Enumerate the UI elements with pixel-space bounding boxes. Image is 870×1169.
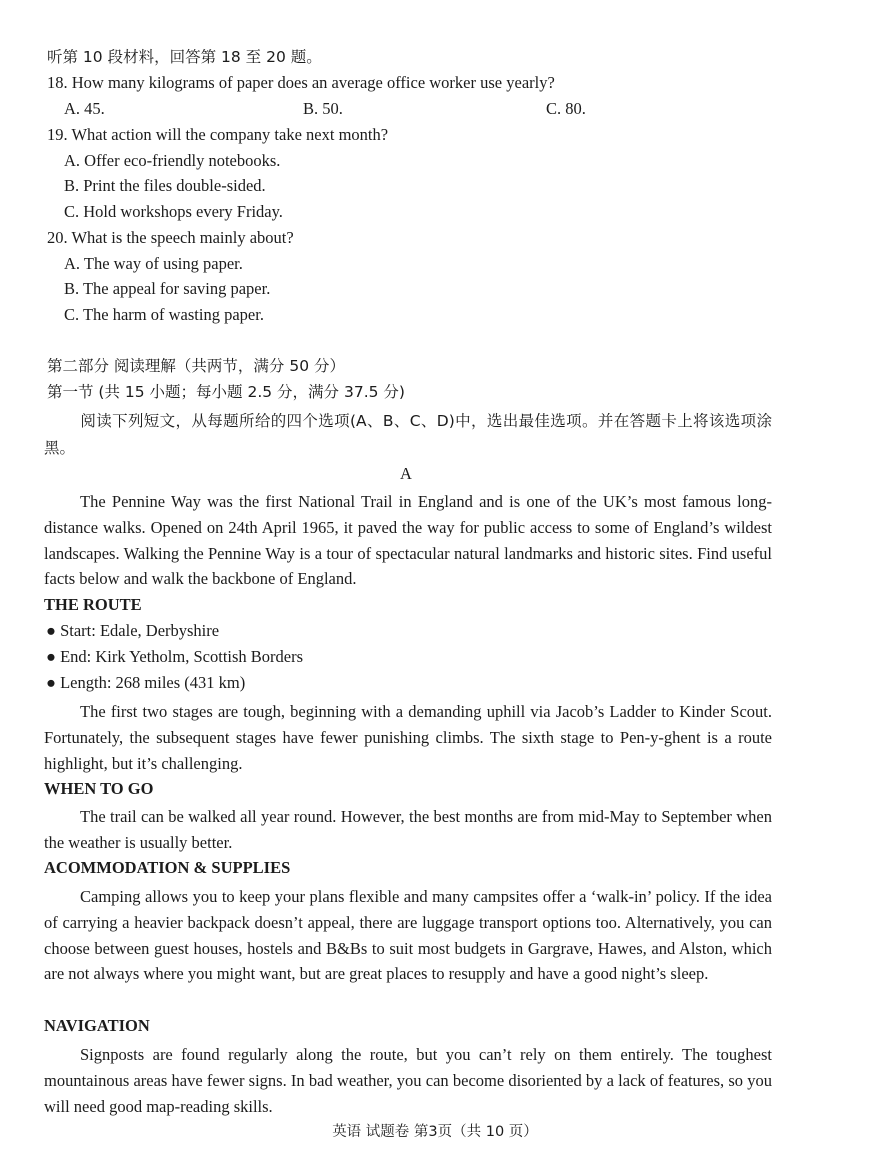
route-paragraph: The first two stages are tough, beginning with a demanding uphill via Jacob’s Ladder to Kinder Scout. Fortunately, the subsequent stages have fewer punishing climbs. The sixth stage to Pen-y-ghent is a route highlight, but it’s challenging. [44,702,772,773]
route-bullet-start: ● Start: Edale, Derbyshire [46,621,220,640]
listening-section-intro: 听第 10 段材料，回答第 18 至 20 题。 [47,48,322,66]
accommodation-paragraph: Camping allows you to keep your plans flexible and many campsites offer a ‘walk-in’ policy. If the idea of carrying a heavier backpack doesn’t appeal, there are luggage transport options too. Alternatively, you can choose between guest houses, hostels and B&Bs to suit most budgets in Gargrave, Hawes, and Alston, which are not always where you might want, but are great places to resupply and have a good night’s sleep. [44,887,772,984]
accommodation-heading: ACOMMODATION & SUPPLIES [44,858,291,877]
question-20-option-c: C. The harm of wasting paper. [64,305,264,324]
reading-instruction: 阅读下列短文，从每题所给的四个选项(A、B、C、D)中，选出最佳选项。并在答题卡上将该选项涂黑。 [44,412,772,457]
question-19-option-a: A. Offer eco-friendly notebooks. [64,151,281,170]
route-heading: THE ROUTE [44,595,142,614]
passage-intro: The Pennine Way was the first National Trail in England and is one of the UK’s most famous long-distance walks. Opened on 24th April 1965, it paved the way for public access to some of England’s wildest landscapes. Walking the Pennine Way is a tour of spectacular natural landmarks and historic sites. Find useful facts below and walk the backbone of England. [44,492,772,589]
question-19-stem: 19. What action will the company take next month? [47,125,389,144]
question-18-option-a: A. 45. [64,99,105,118]
question-20-option-a: A. The way of using paper. [64,254,243,273]
question-20-stem: 20. What is the speech mainly about? [47,228,294,247]
question-18-stem: 18. How many kilograms of paper does an average office worker use yearly? [47,73,555,92]
reading-section-title: 第一节 (共 15 小题；每小题 2.5 分，满分 37.5 分) [47,383,405,401]
navigation-paragraph: Signposts are found regularly along the route, but you can’t rely on them entirely. The toughest mountainous areas have fewer signs. In bad weather, you can become disoriented by a lack of features, so you will need good map-reading skills. [44,1045,772,1116]
question-18-option-c: C. 80. [546,99,586,118]
when-paragraph: The trail can be walked all year round. However, the best months are from mid-May to September when the weather is usually better. [44,807,772,852]
navigation-heading: NAVIGATION [44,1016,150,1035]
question-18-option-b: B. 50. [303,99,343,118]
question-19-option-b: B. Print the files double-sided. [64,176,266,195]
page-footer: 英语 试题卷 第3页（共 10 页） [332,1124,538,1140]
when-heading: WHEN TO GO [44,779,154,798]
question-20-option-b: B. The appeal for saving paper. [64,279,271,298]
question-19-option-c: C. Hold workshops every Friday. [64,202,283,221]
passage-label: A [400,464,412,483]
reading-part-title: 第二部分 阅读理解（共两节，满分 50 分） [47,357,346,375]
route-bullet-length: ● Length: 268 miles (431 km) [46,673,246,692]
route-bullet-end: ● End: Kirk Yetholm, Scottish Borders [46,647,304,666]
